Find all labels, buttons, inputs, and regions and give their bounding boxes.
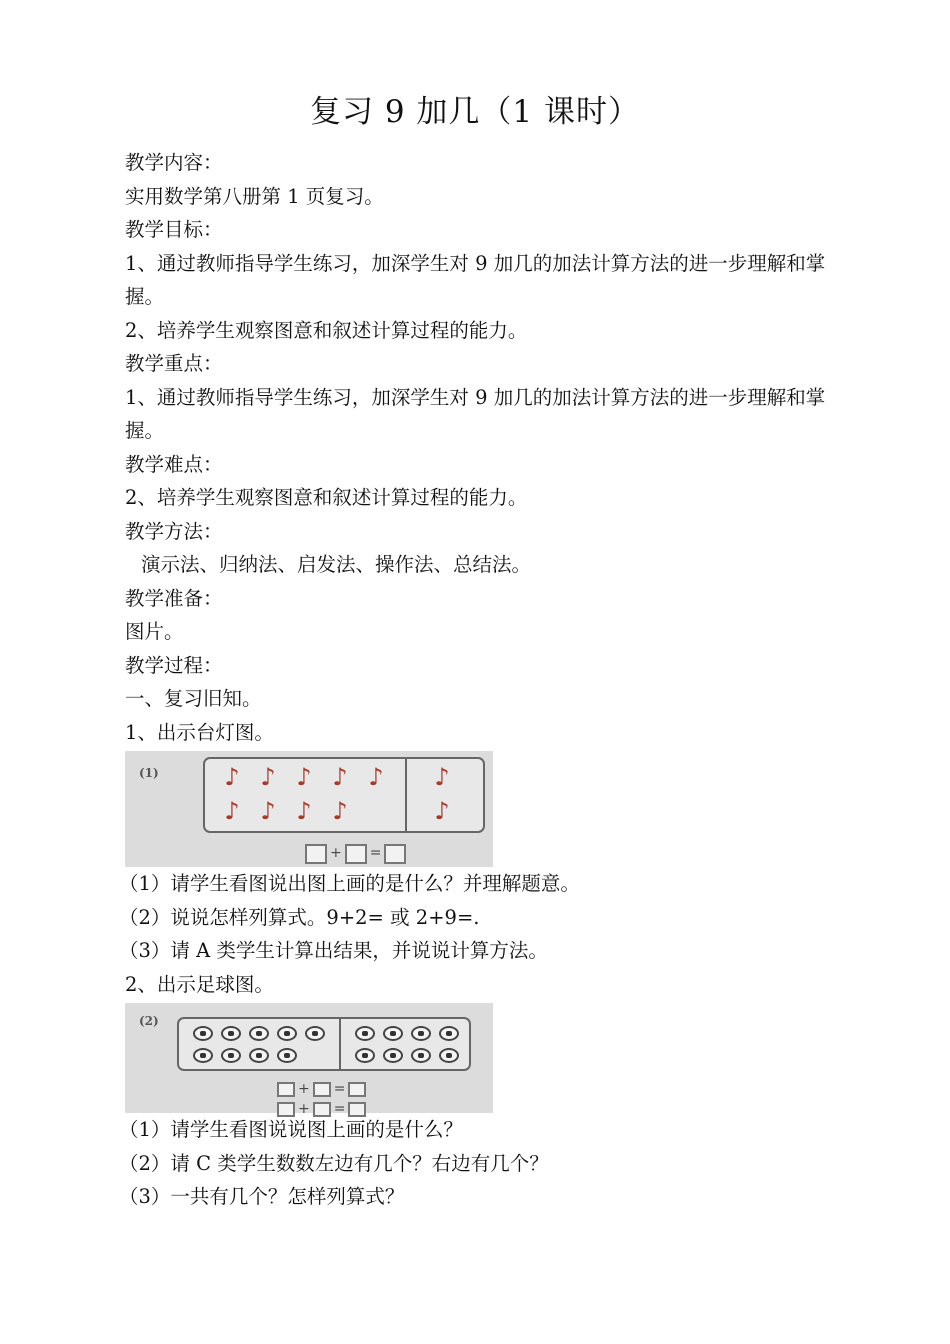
lamp-icon: ♪ [296,762,312,791]
section-heading-goals: 教学目标： [125,218,223,241]
football-icon [355,1048,375,1063]
document-body [119,146,835,1214]
section-heading-process: 教学过程： [125,653,223,677]
lamp-icon: ♪ [260,796,276,825]
lamp-icon: ♪ [260,762,276,791]
methods-text: 演示法、归纳法、启发法、操作法、总结法。 [141,553,532,576]
football-figure [125,1003,493,1117]
content-text: 实用数学第八册第 1 页复习。 [125,184,384,208]
lamp-icon: ♪ [368,762,384,791]
football-icon [193,1048,213,1063]
panel-divider [339,1019,341,1069]
lamp-icon: ♪ [434,762,450,791]
football-icon [277,1026,297,1041]
ball-panel [177,1017,471,1071]
football-icon [249,1026,269,1041]
football-icon [439,1048,459,1063]
equation-blanks [305,837,406,871]
blank-box [345,844,367,864]
section-heading-difficulties: 教学难点： [125,452,223,476]
section-heading-key-points: 教学重点： [125,352,223,375]
plus-sign: + [330,845,342,861]
plus-sign: + [298,1081,310,1097]
blank-box [305,844,327,864]
lamp-panel [203,757,485,833]
equals-sign: = [333,1101,346,1117]
football-icon [411,1048,431,1063]
process-sub-2-1: （1）请学生看图说说图上画的是什么？ [119,1118,463,1141]
football-icon [193,1026,213,1041]
blank-box [348,1102,366,1117]
goal-1: 1、通过教师指导学生练习，加深学生对 9 加几的加法计算方法的进一步理解和掌握。 [125,251,826,308]
football-icon [383,1026,403,1041]
football-icon [383,1048,403,1063]
preparation-text: 图片。 [125,620,184,643]
panel-divider [405,759,407,831]
lamp-icon: ♪ [434,796,450,825]
football-icon [305,1026,325,1041]
section-heading-methods: 教学方法： [125,519,223,543]
process-sub-1-2: （2）说说怎样列算式。9+2= 或 2+9=. [119,905,480,929]
lamp-icon: ♪ [332,796,348,825]
lamp-figure [125,751,493,867]
section-heading-preparation: 教学准备： [125,586,223,610]
key-point-1: 1、通过教师指导学生练习，加深学生对 9 加几的加法计算方法的进一步理解和掌握。 [125,385,826,442]
process-sub-1-1: （1）请学生看图说出图上画的是什么？并理解题意。 [119,872,580,895]
blank-box [277,1102,295,1117]
football-icon [221,1026,241,1041]
process-sub-1-3: （3）请 A 类学生计算出结果，并说说计算方法。 [119,939,548,962]
process-item-1: 1、出示台灯图。 [125,720,274,744]
lamp-icon: ♪ [224,762,240,791]
goal-2: 2、培养学生观察图意和叙述计算过程的能力。 [125,318,528,342]
football-icon [411,1026,431,1041]
lamp-icon: ♪ [332,762,348,791]
process-item-2: 2、出示足球图。 [125,972,274,996]
equals-sign: = [333,1081,346,1097]
football-icon [277,1048,297,1063]
page-title: 复习 9 加几（1 课时） [309,94,640,130]
process-sub-2-3: （3）一共有几个？怎样列算式？ [119,1185,405,1208]
figure-label: (2) [139,1014,159,1028]
lamp-icon: ♪ [224,796,240,825]
figure-label: (1) [139,766,159,780]
blank-box [384,844,406,864]
process-sub-2-2: （2）请 C 类学生数数左边有几个？右边有几个？ [119,1151,549,1175]
football-icon [221,1048,241,1063]
difficulty-1: 2、培养学生观察图意和叙述计算过程的能力。 [125,486,528,509]
plus-sign: + [298,1101,310,1117]
football-icon [355,1026,375,1041]
blank-box [313,1102,331,1117]
section-heading-content: 教学内容： [125,151,223,174]
equation-blanks-2 [277,1093,366,1127]
football-icon [249,1048,269,1063]
equals-sign: = [369,845,382,861]
football-icon [439,1026,459,1041]
process-step-1: 一、复习旧知。 [125,687,262,710]
lamp-icon: ♪ [296,796,312,825]
